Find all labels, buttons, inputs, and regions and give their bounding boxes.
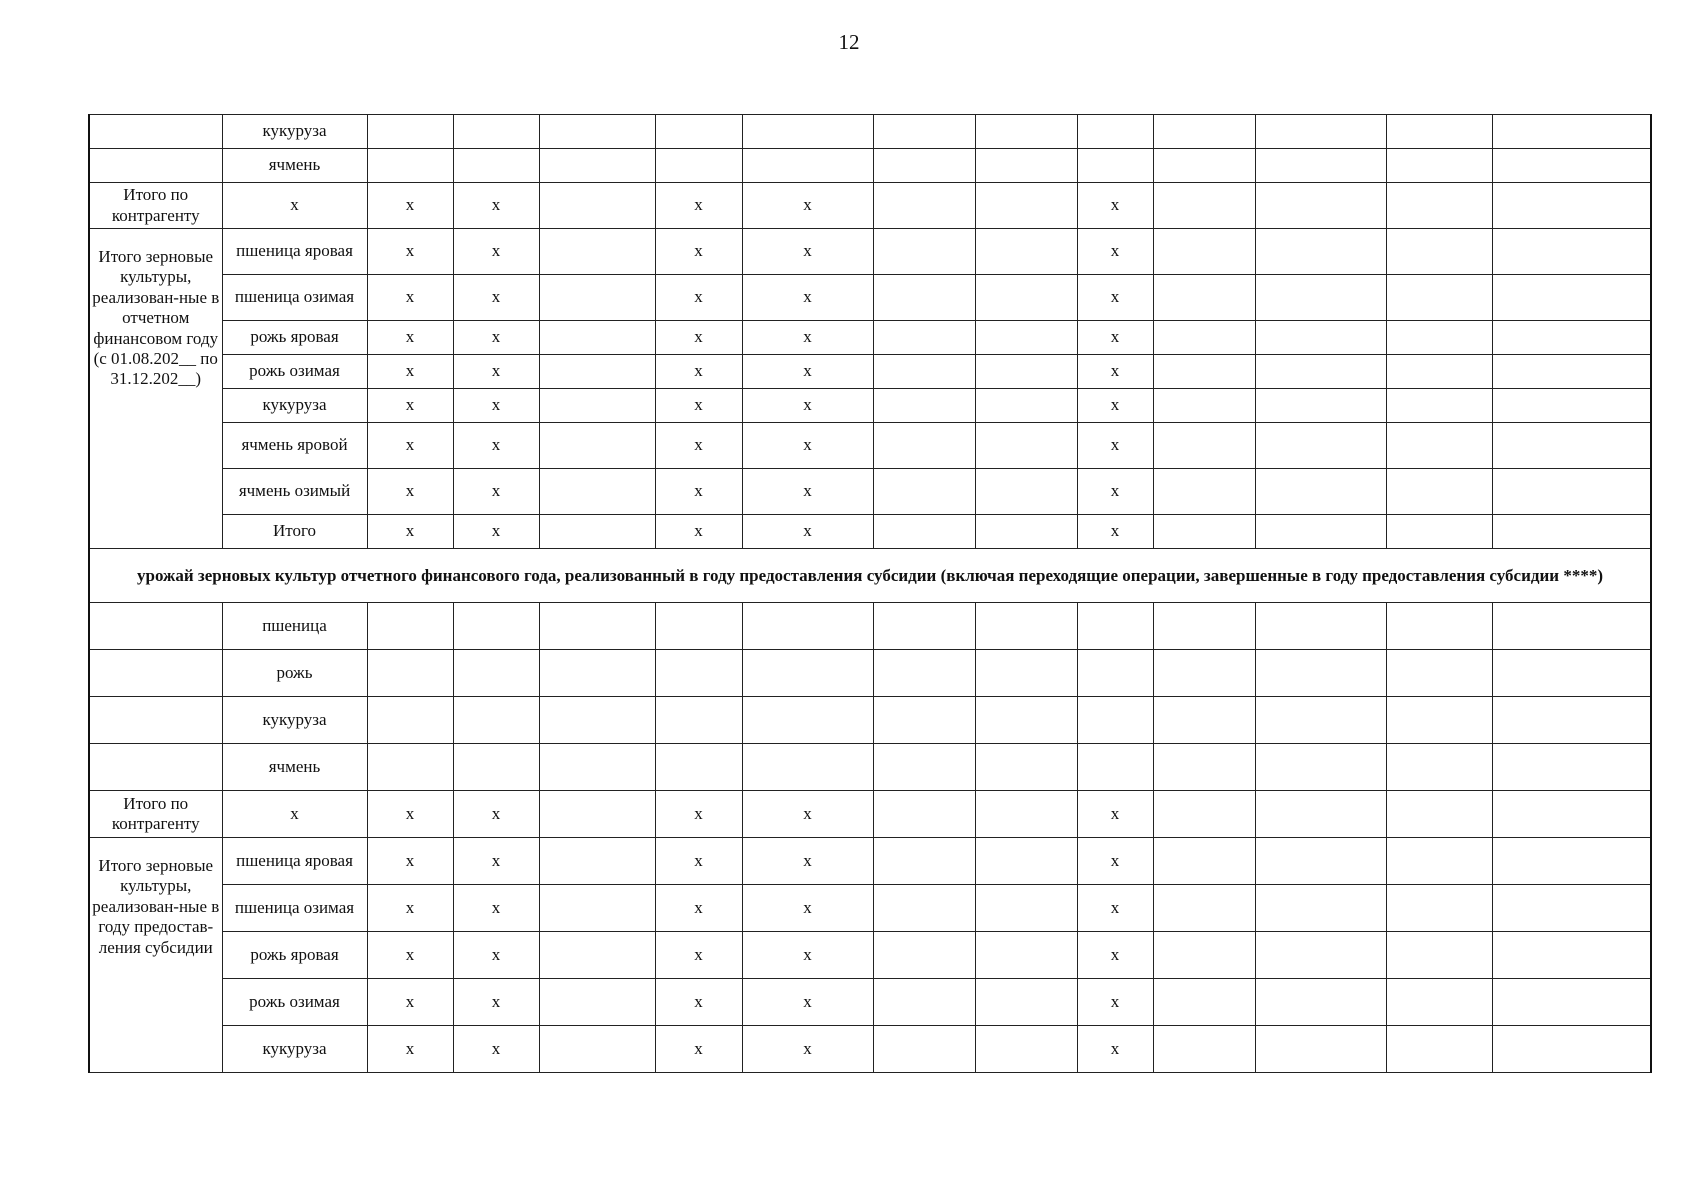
crop-cell: х bbox=[222, 791, 367, 838]
group-total-label: Итого зерновые культуры, реализован-ные в году предостав-ления субсидии bbox=[89, 838, 222, 1073]
crop-cell: кукуруза bbox=[222, 697, 367, 744]
table-row bbox=[89, 115, 1651, 149]
section-title: урожай зерновых культур отчетного финансового года, реализованный в году предоставления субсидии (включая переходящие операции, завершенные в году предоставления субсидии ****) bbox=[89, 549, 1651, 603]
crop-cell: ячмень яровой bbox=[222, 423, 367, 469]
table-row bbox=[89, 650, 1651, 697]
group-total-row: рожь озимая х х х х х bbox=[89, 355, 1651, 389]
group-total-row: рожь озимая х х х х х bbox=[89, 979, 1651, 1026]
group-total-row: ячмень озимый х х х х х bbox=[89, 469, 1651, 515]
crop-cell: пшеница озимая bbox=[222, 885, 367, 932]
counterparty-cell bbox=[89, 650, 222, 697]
counterparty-total-row: Итого по контрагенту х х х х х х bbox=[89, 183, 1651, 229]
crop-cell: рожь яровая bbox=[222, 321, 367, 355]
crop-cell: пшеница яровая bbox=[222, 838, 367, 885]
crop-cell: ячмень bbox=[222, 744, 367, 791]
subsidy-report-table bbox=[88, 114, 1652, 1073]
group-total-row: кукуруза х х х х х bbox=[89, 389, 1651, 423]
counterparty-total-label: Итого по контрагенту bbox=[89, 791, 222, 838]
group-total-row: рожь яровая х х х х х bbox=[89, 932, 1651, 979]
crop-cell: кукуруза bbox=[222, 1026, 367, 1073]
table-row bbox=[89, 149, 1651, 183]
counterparty-total-row: Итого по контрагенту х х х х х х bbox=[89, 791, 1651, 838]
group-total-label: Итого зерновые культуры, реализован-ные в отчетном финансовом году (с 01.08.202__ по 31.12.202__) bbox=[89, 229, 222, 549]
crop-cell: рожь озимая bbox=[222, 355, 367, 389]
page-number: 12 bbox=[838, 30, 860, 54]
group-total-row: ячмень яровой х х х х х bbox=[89, 423, 1651, 469]
table-row bbox=[89, 744, 1651, 791]
counterparty-cell bbox=[89, 603, 222, 650]
crop-cell: х bbox=[222, 183, 367, 229]
crop-cell: ячмень bbox=[222, 149, 367, 183]
crop-cell: кукуруза bbox=[222, 115, 367, 149]
crop-cell: пшеница bbox=[222, 603, 367, 650]
crop-cell: кукуруза bbox=[222, 389, 367, 423]
crop-cell: рожь bbox=[222, 650, 367, 697]
crop-cell: рожь яровая bbox=[222, 932, 367, 979]
group-total-row: пшеница озимая х х х х х bbox=[89, 275, 1651, 321]
group-total-row: Итого зерновые культуры, реализован-ные в году предостав-ления субсидии пшеница яровая х х х х х bbox=[89, 838, 1651, 885]
group-total-row: Итого зерновые культуры, реализован-ные в отчетном финансовом году (с 01.08.202__ по 31.12.202__) пшеница яровая х х х х х bbox=[89, 229, 1651, 275]
counterparty-cell bbox=[89, 697, 222, 744]
crop-cell: ячмень озимый bbox=[222, 469, 367, 515]
crop-cell: пшеница озимая bbox=[222, 275, 367, 321]
group-total-row: Итого х х х х х bbox=[89, 515, 1651, 549]
crop-cell: пшеница яровая bbox=[222, 229, 367, 275]
table-row bbox=[89, 603, 1651, 650]
counterparty-cell bbox=[89, 744, 222, 791]
counterparty-cell bbox=[89, 149, 222, 183]
group-total-row: пшеница озимая х х х х х bbox=[89, 885, 1651, 932]
counterparty-cell bbox=[89, 115, 222, 149]
group-total-row: рожь яровая х х х х х bbox=[89, 321, 1651, 355]
table-row bbox=[89, 697, 1651, 744]
crop-cell: Итого bbox=[222, 515, 367, 549]
crop-cell: рожь озимая bbox=[222, 979, 367, 1026]
counterparty-total-label: Итого по контрагенту bbox=[89, 183, 222, 229]
group-total-row: кукуруза х х х х х bbox=[89, 1026, 1651, 1073]
section-row bbox=[89, 549, 1651, 603]
